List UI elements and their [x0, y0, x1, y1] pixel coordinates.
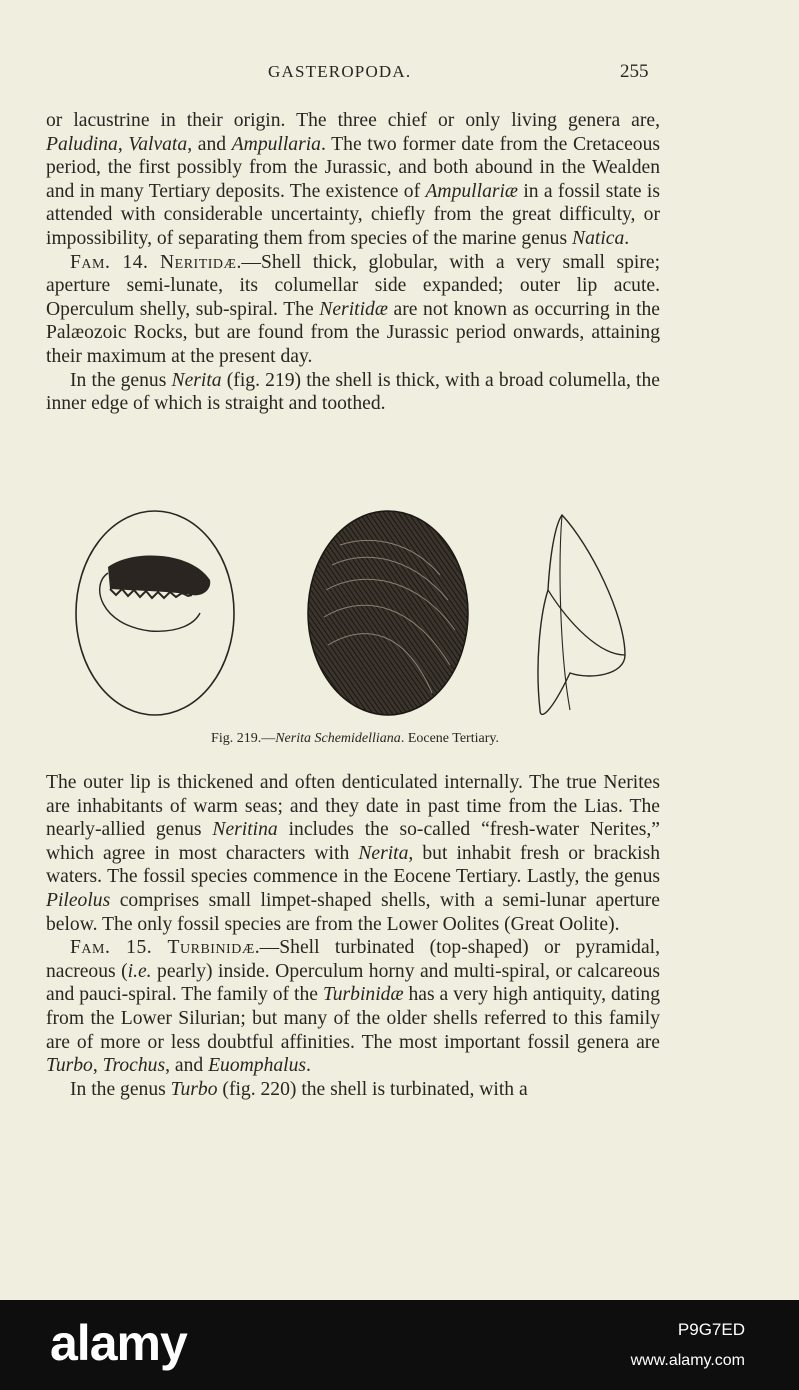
genus-name: Natica	[572, 227, 625, 249]
figure-219	[70, 505, 650, 725]
family-name: Turbinidæ	[167, 937, 255, 959]
genus-name: Paludina	[46, 133, 118, 155]
genus-name: Pileolus	[46, 889, 111, 911]
site-url: www.alamy.com	[630, 1352, 745, 1369]
family-name-italic: Turbinidæ	[322, 984, 404, 1006]
text-block-lower	[46, 771, 660, 1101]
family-number-label: Fam. 14.	[70, 251, 149, 273]
paragraph: or lacustrine in their origin. The three chief or only living genera are, Paludina, Valvata, and Ampullaria. The two former date from the Cretaceous period, the first possibly from the Jurassic, and both abound in the Wealden and in many Tertiary deposits. The existence of Ampullariæ in a fossil state is attended with considerable uncertainty, chiefly from the great difficulty, or impossibility, of separating them from species of the marine genus Natica.	[46, 110, 660, 249]
figure-caption: Fig. 219.—Nerita Schemidelliana. Eocene Tertiary.	[211, 731, 499, 746]
genus-name: Ampullaria	[231, 133, 321, 155]
family-number-label: Fam. 15.	[70, 937, 153, 959]
shell-dorsal-view	[308, 511, 468, 715]
genus-name: Valvata	[128, 133, 188, 155]
image-id: P9G7ED	[677, 1320, 745, 1339]
paragraph: In the genus Turbo (fig. 220) the shell is turbinated, with a	[70, 1078, 528, 1100]
genus-name: Nerita	[358, 842, 409, 864]
species-name: Nerita Schemidelliana	[275, 731, 401, 746]
page-number: 255	[620, 61, 649, 82]
paragraph: The outer lip is thickened and often denticulated internally. The true Nerites are inhabitants of warm seas; and they date in past time from the Lias. The nearly-allied genus Neritina includes the so-called “fresh-water Nerites,” which agree in most characters with Nerita, but inhabit fresh or brackish waters. The fossil species commence in the Eocene Tertiary. Lastly, the genus Pileolus comprises small limpet-shaped shells, with a semi-lunar aperture below. The only fossil species are from the Lower Oolites (Great Oolite).	[46, 772, 660, 935]
family-name: Neritidæ	[160, 251, 237, 273]
genus-name: Turbo	[46, 1055, 93, 1077]
text-block-upper	[46, 109, 660, 416]
genus-name: Ampullariæ	[425, 180, 519, 202]
genus-name: Euomphalus	[208, 1055, 307, 1077]
genus-name: Trochus	[102, 1055, 166, 1077]
paragraph-family-turbinidae: Fam. 15. Turbinidæ.—Shell turbinated (top-shaped) or pyramidal, nacreous (i.e. pearly) inside. Operculum horny and multi-spiral, or calcareous and pauci-spiral. The family of the Turbinidæ has a very high antiquity, dating from the Lower Silurian; but many of the older shells referred to this family are of more or less doubtful affinities. The most important fossil genera are Turbo, Trochus, and Euomphalus.	[46, 937, 661, 1077]
page-header	[0, 62, 799, 88]
paragraph-family-neritidae: Fam. 14. Neritidæ.—Shell thick, globular, with a very small spire; aperture semi-lunate, its columellar side expanded; outer lip acute. Operculum shelly, sub-spiral. The Neritidæ are not known as occurring in the Palæozoic Rocks, but are found from the Jurassic period onwards, attaining their maximum at the present day.	[46, 251, 661, 367]
alamy-logo: alamy	[50, 1315, 187, 1371]
shell-aperture-view	[76, 511, 234, 715]
genus-name: Nerita	[171, 369, 222, 391]
running-title: GASTEROPODA.	[268, 62, 412, 81]
family-name-italic: Neritidæ	[319, 298, 388, 320]
watermark-footer	[0, 1300, 799, 1390]
shell-profile-view	[538, 515, 625, 714]
paragraph: In the genus Nerita (fig. 219) the shell is thick, with a broad columella, the inner edge of which is straight and toothed.	[46, 369, 660, 415]
genus-name: Turbo	[170, 1078, 218, 1100]
genus-name: Neritina	[212, 819, 278, 841]
nerita-shell-illustration	[70, 505, 650, 725]
abbreviation: i.e.	[127, 960, 152, 982]
